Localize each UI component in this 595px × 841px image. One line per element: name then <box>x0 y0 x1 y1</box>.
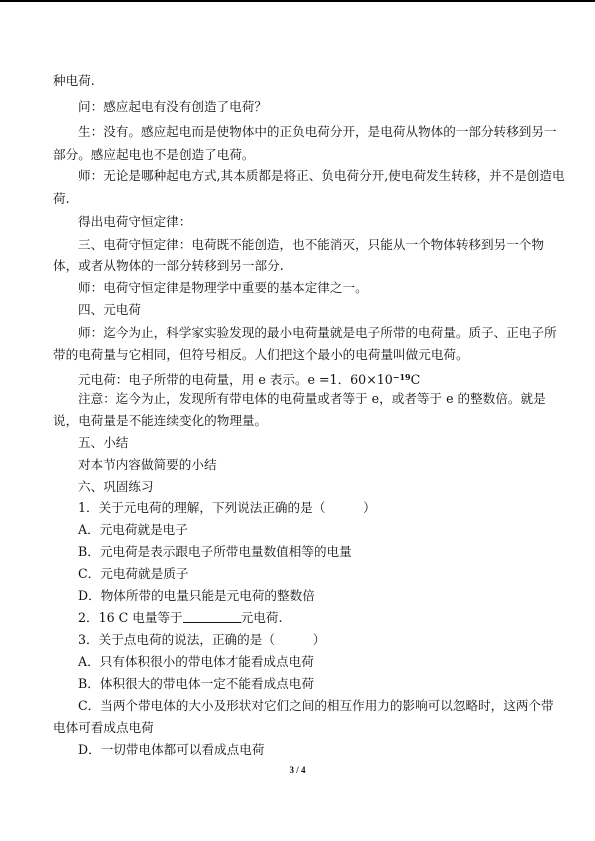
text-line: 对本节内容做简要的小结 <box>78 457 217 472</box>
answer-option: A．元电荷就是电子 <box>78 522 188 537</box>
text-line: 说，电荷量是不能连续变化的物理量。 <box>53 413 268 428</box>
answer-option: D．一切带电体都可以看成点电荷 <box>78 742 265 757</box>
fill-in-blank <box>183 611 241 623</box>
section-heading: 四、元电荷 <box>78 302 141 317</box>
question <box>78 610 282 626</box>
exponent: −19 <box>392 372 411 382</box>
text-line: 带的电荷量与它相同，但符号相反。人们把这个最小的电荷量叫做元电荷。 <box>53 347 469 362</box>
text-segment: 元电荷：电子所带的电荷量，用 e 表示。e =1．60×10 <box>78 372 393 387</box>
section-heading: 五、小结 <box>78 435 129 450</box>
text-line: 部分。感应起电也不是创造了电荷。 <box>53 147 255 162</box>
text-segment: 元电荷. <box>240 610 283 625</box>
answer-option: B．体积很大的带电体一定不能看成点电荷 <box>78 676 314 691</box>
text-line: 电体可看成点电荷 <box>53 720 154 735</box>
section-heading: 六、巩固练习 <box>78 479 154 494</box>
answer-option: D．物体所带的电量只能是元电荷的整数倍 <box>78 588 315 603</box>
text-line: 师：迄今为止，科学家实验发现的最小电荷量就是电子所带的电荷量。质子、正电子所 <box>78 325 557 340</box>
question: 3．关于点电荷的说法，正确的是（ ） <box>78 632 326 647</box>
text-segment: C <box>410 372 421 387</box>
text-line: 师：无论是哪种起电方式,其本质都是将正、负电荷分开,使电荷发生转移，并不是创造电 <box>78 168 565 183</box>
text-line: 问：感应起电有没有创造了电荷？ <box>78 99 267 114</box>
question: 1．关于元电荷的理解，下列说法正确的是（ ） <box>78 500 376 515</box>
page-number: 3 / 4 <box>289 765 306 775</box>
text-line: 注意：迄今为止，发现所有带电体的电荷量或者等于 e，或者等于 e 的整数倍。就是 <box>78 391 546 406</box>
text-line <box>78 369 420 388</box>
answer-option: C．元电荷就是质子 <box>78 566 189 581</box>
text-line: 三、电荷守恒定律：电荷既不能创造，也不能消灭，只能从一个物体转移到另一个物 <box>78 237 544 252</box>
text-line: 生：没有。感应起电而是使物体中的正负电荷分开，是电荷从物体的一部分转移到另一 <box>78 124 557 139</box>
text-line: 荷. <box>53 191 70 206</box>
text-line: 种电荷. <box>53 73 95 88</box>
text-segment: 2．16 C 电量等于 <box>78 610 183 625</box>
answer-option: A．只有体积很小的带电体才能看成点电荷 <box>78 654 314 669</box>
text-line: 师：电荷守恒定律是物理学中重要的基本定律之一。 <box>78 280 368 295</box>
answer-option: B．元电荷是表示跟电子所带电量数值相等的电量 <box>78 544 352 559</box>
answer-option: C．当两个带电体的大小及形状对它们之间的相互作用力的影响可以忽略时，这两个带 <box>78 698 554 713</box>
text-line: 体，或者从物体的一部分转移到另一部分. <box>53 258 284 273</box>
text-line: 得出电荷守恒定律： <box>78 214 192 229</box>
